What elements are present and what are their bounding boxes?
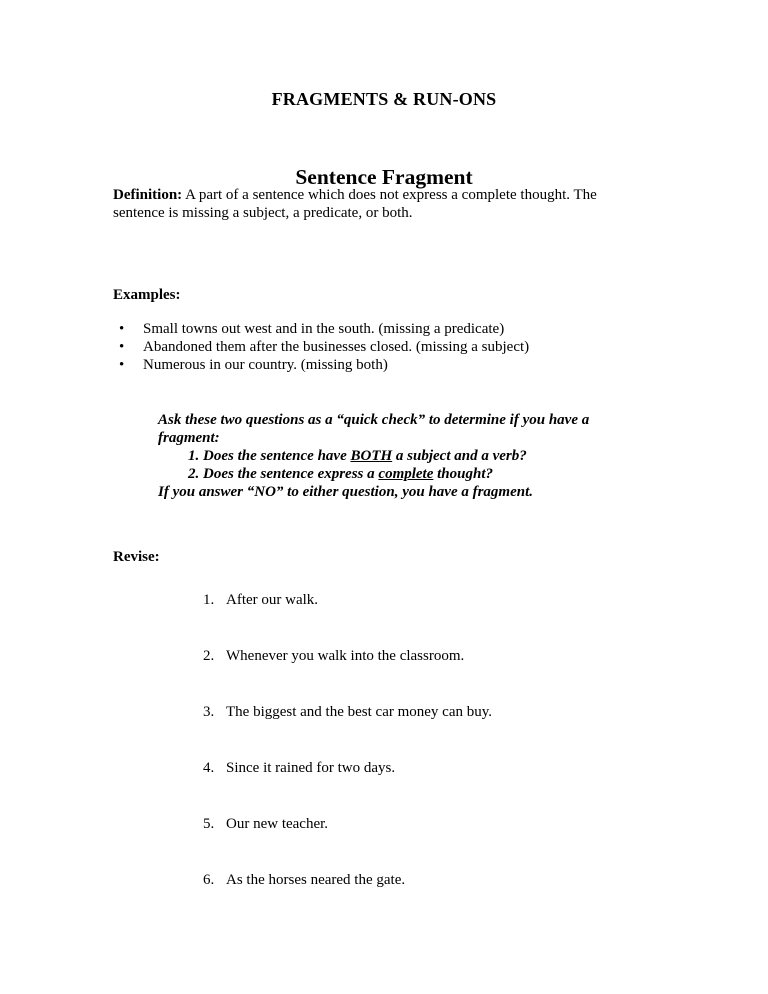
quick-check-question-1 — [158, 447, 628, 465]
revise-item-text: Since it rained for two days. — [226, 760, 396, 776]
question-2-text-post: thought? — [433, 466, 494, 482]
revise-item-number: 1. — [203, 592, 215, 608]
question-1-emphasis: BOTH — [350, 448, 393, 464]
definition-text-line2: sentence is missing a subject, a predicate, or both. — [113, 205, 413, 221]
page-title: FRAGMENTS & RUN-ONS — [271, 89, 497, 109]
revise-item — [203, 648, 464, 665]
section-heading: Sentence Fragment — [295, 165, 473, 189]
example-item — [113, 320, 529, 338]
revise-item-number: 4. — [203, 760, 215, 776]
revise-item — [203, 592, 318, 609]
revise-item — [203, 816, 328, 833]
revise-item-text: The biggest and the best car money can buy. — [226, 704, 493, 720]
revise-label: Revise: — [113, 549, 160, 565]
revise-item — [203, 872, 405, 889]
definition-label: Definition: — [113, 187, 183, 203]
quick-check-box — [158, 411, 628, 501]
quick-check-question-2 — [158, 465, 628, 483]
revise-item-number: 3. — [203, 704, 215, 720]
question-1-text-post: a subject and a verb? — [392, 448, 527, 464]
revise-item-text: Whenever you walk into the classroom. — [226, 648, 465, 664]
example-text: Abandoned them after the businesses closed. (missing a subject) — [143, 339, 530, 355]
question-2-text-pre: 2. Does the sentence express a — [188, 466, 379, 482]
quick-check-intro-line2: fragment: — [158, 430, 220, 446]
revise-item — [203, 760, 395, 777]
revise-item-number: 6. — [203, 872, 215, 888]
examples-label: Examples: — [113, 287, 181, 303]
definition-text-line1: A part of a sentence which does not express a complete thought. The — [182, 187, 597, 203]
bullet-icon: • — [119, 357, 125, 373]
example-item — [113, 356, 529, 374]
quick-check-intro-line1: Ask these two questions as a “quick check” to determine if you have a — [158, 412, 590, 428]
example-text: Numerous in our country. (missing both) — [143, 357, 388, 373]
example-text: Small towns out west and in the south. (missing a predicate) — [143, 321, 505, 337]
definition-paragraph — [113, 186, 633, 222]
revise-item — [203, 704, 492, 721]
question-1-text-pre: 1. Does the sentence have — [188, 448, 351, 464]
revise-item-number: 2. — [203, 648, 215, 664]
bullet-icon: • — [119, 321, 125, 337]
revise-item-text: After our walk. — [226, 592, 319, 608]
example-list — [113, 320, 529, 374]
revise-item-text: Our new teacher. — [226, 816, 329, 832]
revise-item-text: As the horses neared the gate. — [226, 872, 406, 888]
question-2-emphasis: complete — [378, 466, 434, 482]
revise-item-number: 5. — [203, 816, 215, 832]
bullet-icon: • — [119, 339, 125, 355]
quick-check-conclusion: If you answer “NO” to either question, you have a fragment. — [158, 484, 534, 500]
example-item — [113, 338, 529, 356]
